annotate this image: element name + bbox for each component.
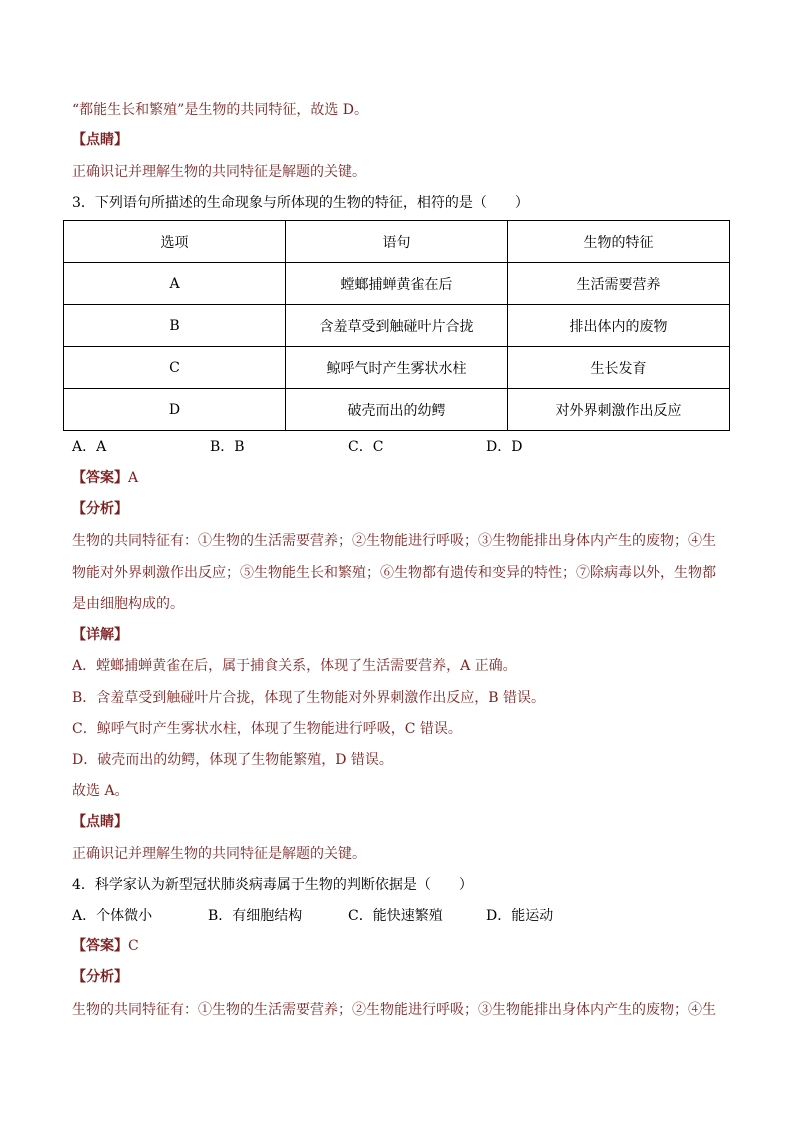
- q3-tip-text: 正确识记并理解生物的共同特征是解题的关键。: [72, 846, 366, 862]
- q4-stem: 4．科学家认为新型冠状肺炎病毒属于生物的判断依据是（ ）: [72, 877, 473, 893]
- q3-detail-line: B．含羞草受到触碰叶片合拢，体现了生物能对外界刺激作出反应，B 错误。: [72, 690, 546, 706]
- q3-choice-b: B．B: [210, 439, 245, 455]
- q2-tip-label: 【点睛】: [72, 132, 128, 148]
- table-row: [64, 389, 730, 431]
- q3-analysis-label: 【分析】: [72, 501, 128, 517]
- table-row: [64, 347, 730, 389]
- q4-analysis-label: 【分析】: [72, 969, 128, 985]
- q3-detail-line: 故选 A。: [72, 783, 129, 799]
- q4-choice-c: C．能快速繁殖: [348, 908, 443, 924]
- q3-detail-line: A．螳螂捕蝉黄雀在后，属于捕食关系，体现了生活需要营养，A 正确。: [72, 658, 517, 674]
- table-cell: 生活需要营养: [508, 263, 730, 305]
- table-cell: 破壳而出的幼鳄: [286, 389, 508, 431]
- q4-choice-b: B．有细胞结构: [208, 908, 303, 924]
- table-header-cell: 语句: [286, 221, 508, 263]
- q3-analysis-line: 物能对外界刺激作出反应；⑤生物能生长和繁殖；⑥生物都有遗传和变异的特性；⑦除病毒以外，生物都: [72, 565, 716, 581]
- table-header-cell: 选项: [64, 221, 286, 263]
- table-cell: C: [64, 347, 286, 389]
- q3-answer: [72, 468, 138, 488]
- table-cell: D: [64, 389, 286, 431]
- table-header-cell: 生物的特征: [508, 221, 730, 263]
- q2-tip-text: 正确识记并理解生物的共同特征是解题的关键。: [72, 164, 366, 180]
- q3-detail-line: D．破壳而出的幼鳄，体现了生物能繁殖，D 错误。: [72, 752, 393, 768]
- table-cell: 对外界刺激作出反应: [508, 389, 730, 431]
- q3-detail-line: C．鲸呼气时产生雾状水柱，体现了生物能进行呼吸，C 错误。: [72, 721, 462, 737]
- q3-options-table: [63, 220, 730, 431]
- table-cell: 生长发育: [508, 347, 730, 389]
- q3-choice-a: A．A: [72, 439, 107, 455]
- answer-value: C: [128, 938, 139, 954]
- q3-analysis-line: 生物的共同特征有：①生物的生活需要营养；②生物能进行呼吸；③生物能排出身体内产生的废物；④生: [72, 533, 716, 549]
- q4-answer: [72, 936, 139, 956]
- table-row: [64, 305, 730, 347]
- q4-analysis-line: 生物的共同特征有：①生物的生活需要营养；②生物能进行呼吸；③生物能排出身体内产生的废物；④生: [72, 1002, 716, 1018]
- q3-tip-label: 【点睛】: [72, 814, 128, 830]
- q3-choice-c: C．C: [348, 439, 384, 455]
- q4-choice-d: D．能运动: [486, 908, 554, 924]
- table-row: [64, 263, 730, 305]
- q2-conclusion: “都能生长和繁殖”是生物的共同特征，故选 D。: [72, 102, 368, 118]
- answer-label: 【答案】: [72, 470, 128, 486]
- table-cell: 螳螂捕蝉黄雀在后: [286, 263, 508, 305]
- q3-choice-d: D．D: [486, 439, 523, 455]
- answer-label: 【答案】: [72, 938, 128, 954]
- q3-analysis-line: 是由细胞构成的。: [72, 596, 184, 612]
- answer-value: A: [128, 470, 139, 486]
- table-cell: 排出体内的废物: [508, 305, 730, 347]
- q3-stem: 3．下列语句所描述的生命现象与所体现的生物的特征，相符的是（ ）: [72, 195, 529, 211]
- table-cell: 含羞草受到触碰叶片合拢: [286, 305, 508, 347]
- table-cell: A: [64, 263, 286, 305]
- table-header-row: [64, 221, 730, 263]
- q4-choice-a: A．个体微小: [72, 908, 153, 924]
- table-cell: 鲸呼气时产生雾状水柱: [286, 347, 508, 389]
- table-cell: B: [64, 305, 286, 347]
- q3-detail-label: 【详解】: [72, 627, 128, 643]
